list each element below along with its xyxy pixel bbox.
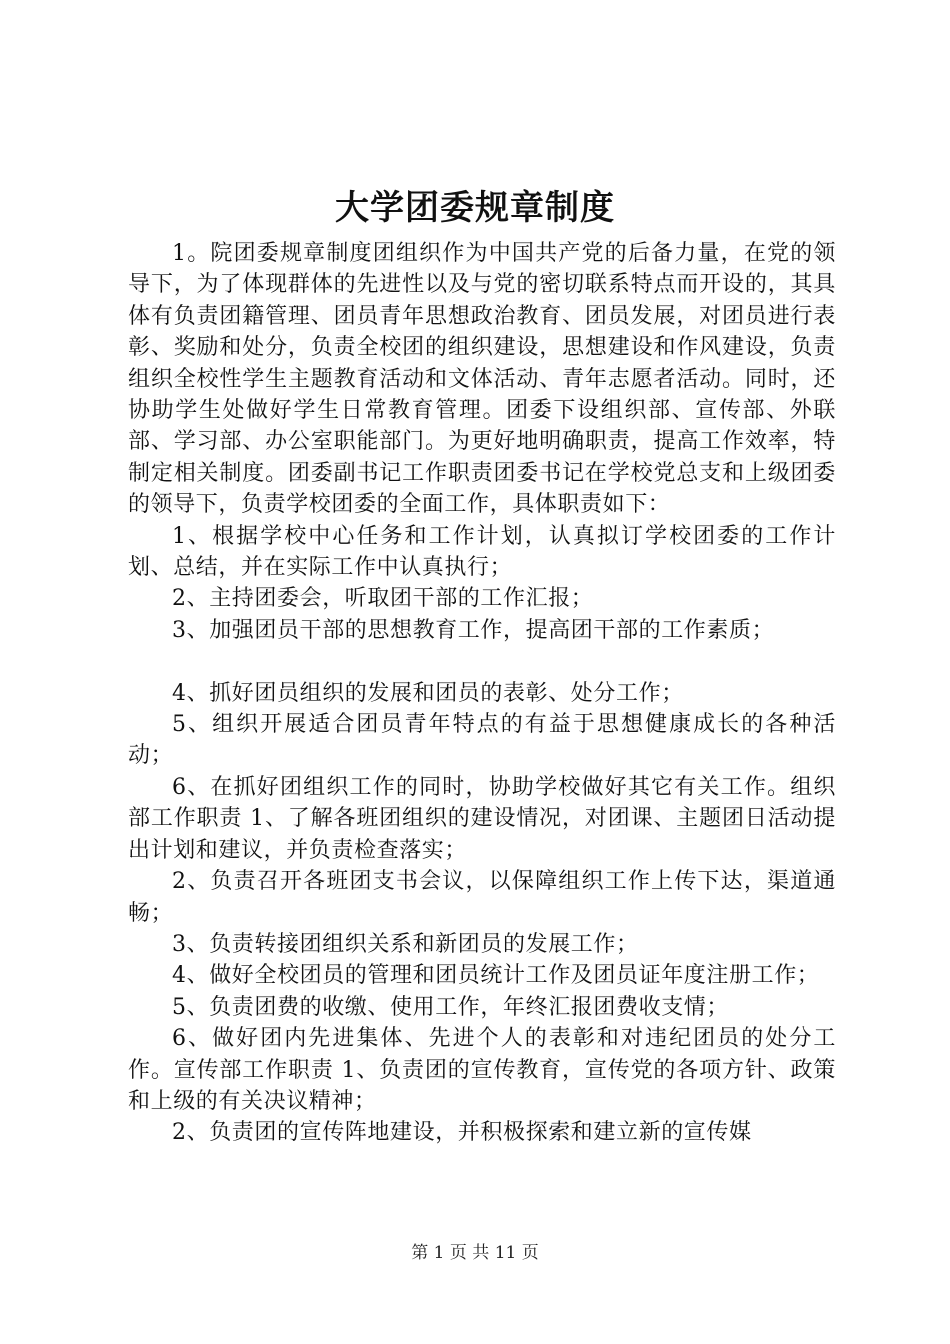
document-body <box>128 238 836 1149</box>
document-title: 大学团委规章制度 <box>335 188 615 228</box>
paragraph: 5、负责团费的收缴、使用工作，年终汇报团费收支情； <box>172 994 729 1020</box>
paragraph: 4、做好全校团员的管理和团员统计工作及团员证年度注册工作； <box>172 963 820 989</box>
paragraph: 1。院团委规章制度团组织作为中国共产党的后备力量，在党的领导下，为了体现群体的先进性以及与党的密切联系特点而开设的，其具体有负责团籍管理、团员青年思想政治教育、团员发展，对团员进行表彰、奖励和处分，负责全校团的组织建设，思想建设和作风建设，负责组织全校性学生主题教育活动和文体活动、青年志愿者活动。同时，还协助学生处做好学生日常教育管理。团委下设组织部、宣传部、外联部、学习部、办公室职能部门。为更好地明确职责，提高工作效率，特制定相关制度。团委副书记工作职责团委书记在学校党总支和上级团委的领导下，负责学校团委的全面工作，具体职责如下： <box>128 241 836 518</box>
paragraph: 5、组织开展适合团员青年特点的有益于思想健康成长的各种活动； <box>128 712 836 769</box>
paragraph: 1、根据学校中心任务和工作计划，认真拟订学校团委的工作计划、总结，并在实际工作中认真执行； <box>128 523 836 581</box>
paragraph: 6、在抓好团组织工作的同时，协助学校做好其它有关工作。组织部工作职责 1、了解各班团组织的建设情况，对团课、主题团日活动提出计划和建议，并负责检查落实； <box>128 774 836 863</box>
paragraph: 4、抓好团员组织的发展和团员的表彰、处分工作； <box>172 680 684 706</box>
page-number-footer: 第 1 页 共 11 页 <box>411 1243 539 1263</box>
paragraph: 2、负责团的宣传阵地建设，并积极探索和建立新的宣传媒 <box>172 1120 752 1146</box>
paragraph: 3、加强团员干部的思想教育工作，提高团干部的工作素质； <box>172 617 775 643</box>
paragraph: 2、主持团委会，听取团干部的工作汇报； <box>172 586 594 612</box>
paragraph: 6、做好团内先进集体、先进个人的表彰和对违纪团员的处分工作。宣传部工作职责 1、负责团的宣传教育，宣传党的各项方针、政策和上级的有关决议精神； <box>128 1026 836 1114</box>
paragraph: 3、负责转接团组织关系和新团员的发展工作； <box>172 931 639 957</box>
paragraph: 2、负责召开各班团支书会议，以保障组织工作上传下达，渠道通畅； <box>128 869 836 926</box>
